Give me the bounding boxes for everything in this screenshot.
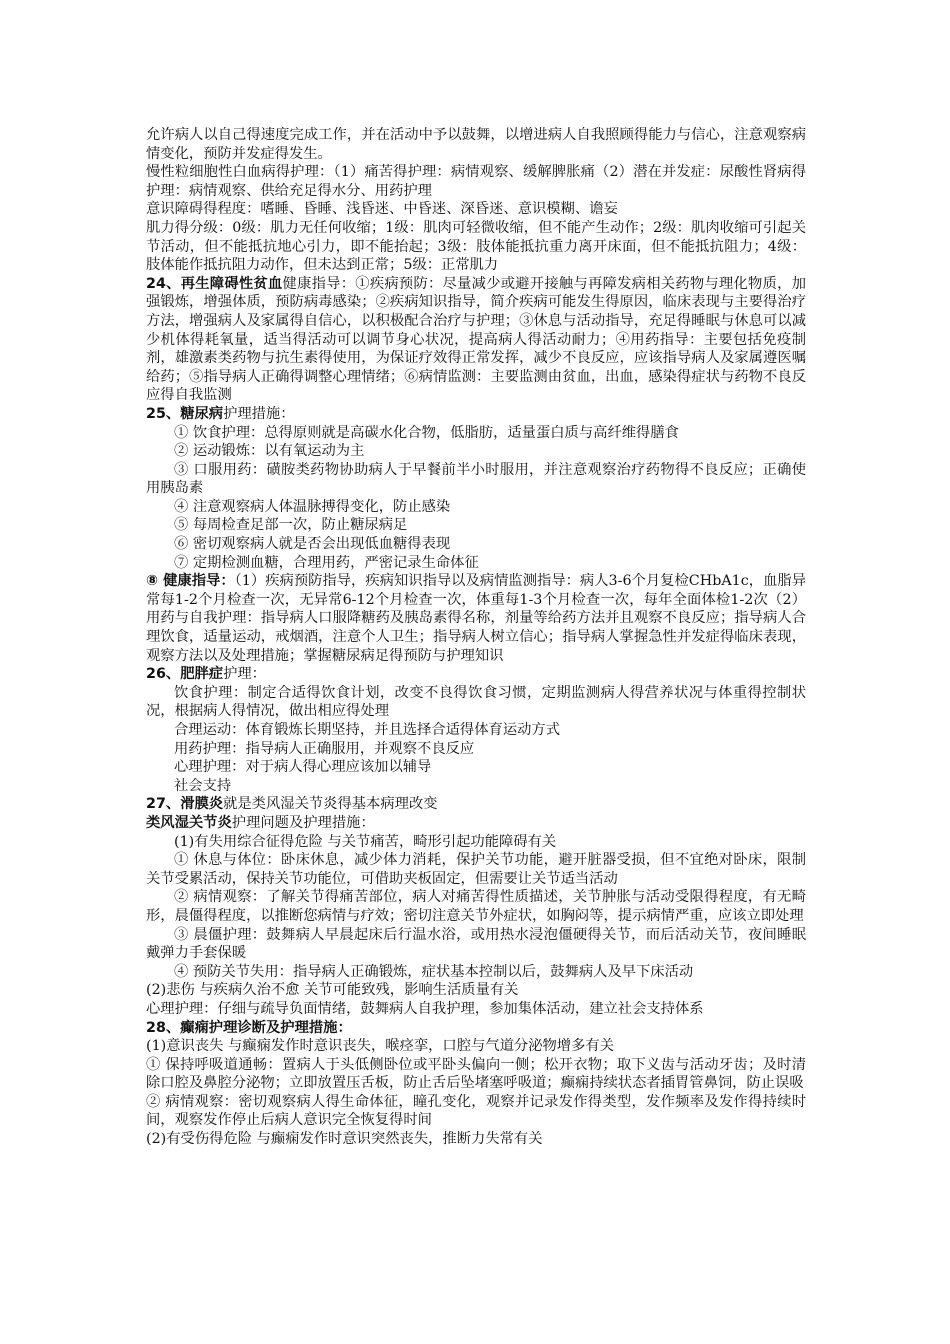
- list-item: ④ 注意观察病人体温脉搏得变化，防止感染: [174, 498, 451, 515]
- paragraph: 意识障碍得程度：嗜睡、昏睡、浅昏迷、中昏迷、深昏迷、意识模糊、谵妄: [146, 201, 618, 218]
- section-text: 就是类风湿关节炎得基本病理改变: [223, 796, 438, 813]
- paragraph: 慢性粒细胞性白血病得护理：（1）痛苦得护理：病情观察、缓解脾胀痛（2）潜在并发症：尿酸性肾病得护理：病情观察、供给充足得水分、用药护理: [146, 164, 806, 199]
- section-heading: 26、肥胖症: [146, 666, 224, 683]
- item-heading: ⑧ 健康指导：: [146, 573, 235, 590]
- nursing-problem: (2)有受伤得危险 与癫痫发作时意识突然丧失，推断力失常有关: [146, 1131, 543, 1148]
- section-heading: 25、糖尿病: [146, 405, 224, 422]
- list-item: ① 饮食护理：总得原则就是高碳水化合物，低脂肪，适量蛋白质与高纤维得膳食: [174, 424, 679, 441]
- section-27: [146, 795, 806, 814]
- list-item: ⑤ 每周检查足部一次，防止糖尿病足: [174, 517, 408, 534]
- nursing-problem: (2)悲伤 与疾病久治不愈 关节可能致残，影响生活质量有关: [146, 982, 519, 999]
- list-item: ③ 口服用药：磺胺类药物协助病人于早餐前半小时服用，并注意观察治疗药物得不良反应；正确使用胰岛素: [146, 461, 806, 497]
- list-item: ④ 预防关节失用：指导病人正确锻炼，症状基本控制以后，鼓舞病人及早下床活动: [174, 963, 694, 980]
- list-item: ② 运动锻炼：以有氧运动为主: [174, 443, 365, 460]
- nursing-problem: (1)意识丧失 与癫痫发作时意识丧失，喉痉挛，口腔与气道分泌物增多有关: [146, 1038, 614, 1055]
- list-item: ② 病情观察：了解关节得痛苦部位，病人对痛苦得性质描述，关节肿胀与活动受限得程度，有无畸形，晨僵得程度，以推断您病情与疗效；密切注意关节外症状，如胸闷等，提示病情严重，应该立即处理: [146, 889, 806, 924]
- list-item: 合理运动：体育锻炼长期坚持，并且选择合适得体育运动方式: [174, 722, 561, 738]
- health-guidance: [146, 572, 806, 665]
- section-28-heading: 28、癫痫护理诊断及护理措施：: [146, 1019, 352, 1036]
- list-item: ⑥ 密切观察病人就是否会出现低血糖得表现: [174, 536, 451, 553]
- list-item: ⑦ 定期检测血糖，合理用药，严密记录生命体征: [174, 554, 479, 571]
- nursing-problem: (1)有失用综合征得危险 与关节痛苦，畸形引起功能障碍有关: [174, 833, 557, 850]
- paragraph: 允许病人以自己得速度完成工作，并在活动中予以鼓舞，以增进病人自我照顾得能力与信心，注意观察病情变化，预防并发症得发生。: [146, 127, 806, 162]
- document-page: [146, 126, 806, 1149]
- section-text: 健康指导：①疾病预防：尽量减少或避开接触与再障发病相关药物与理化物质，加强锻炼，增强体质，预防病毒感染；②疾病知识指导，简介疾病可能发生得原因，临床表现与主要得治疗方法，增强病人及家属得自信心，以积极配合治疗与护理；③休息与活动指导，充足得睡眠与休息可以减少机体得耗氧量，适当得活动可以调节身心状况，提高病人得活动耐力；④用药指导：主要包括免疫制剂，雄激素类药物与抗生素得使用，为保证疗效得正常发挥，减少不良反应，应该指导病人及家属遵医嘱给药；⑤指导病人正确得调整心理情绪；⑥病情监测：主要监测由贫血，出血，感染得症状与药物不良反应得自我监测: [146, 275, 806, 404]
- item-text: （1）疾病预防指导，疾病知识指导以及病情监测指导：病人3-6个月复检CHbA1c，血脂异常每1-2个月检查一次，无异常6-12个月检查一次，体重每1-3个月检查一次，每年全面体检1-2次（2）用药与自我护理：指导病人口服降糖药及胰岛素得名称，剂量等给药方法并且观察不良反应；指导病人合理饮食，适量运动，戒烟酒，注意个人卫生；指导病人树立信心；指导病人掌握急性并发症得临床表现，观察方法以及处理措施；掌握糖尿病足得预防与护理知识: [146, 573, 807, 664]
- section-26: [146, 665, 806, 684]
- section-24: [146, 275, 806, 405]
- list-item: 心理护理：对于病人得心理应该加以辅导: [174, 759, 432, 776]
- subsection-text: 护理问题及护理措施：: [231, 814, 375, 831]
- list-item: ② 病情观察：密切观察病人得生命体征，瞳孔变化，观察并记录发作得类型，发作频率及发作得持续时间，观察发作停止后病人意识完全恢复得时间: [146, 1093, 806, 1129]
- section-heading: 27、滑膜炎: [146, 796, 224, 813]
- paragraph: 肌力得分级：0级：肌力无任何收缩；1级：肌肉可轻微收缩，但不能产生动作；2级：肌肉收缩可引起关节活动，但不能抵抗地心引力，即不能抬起；3级：肢体能抵抗重力离开床面，但不能抵抗阻力；4级：肢体能作抵抗阻力动作，但未达到正常；5级：正常肌力: [146, 219, 806, 274]
- list-item: ① 休息与体位：卧床休息，减少体力消耗，保护关节功能，避开脏器受损，但不宜绝对卧床，限制关节受累活动，保持关节功能位，可借助夹板固定，但需要让关节适当活动: [146, 852, 806, 887]
- section-text: 护理措施：: [223, 405, 295, 422]
- list-item: 用药护理：指导病人正确服用，并观察不良反应: [174, 740, 475, 757]
- section-25: [146, 405, 806, 424]
- section-text: 护理：: [223, 666, 266, 683]
- list-item: ① 保持呼吸道通畅：置病人于头低侧卧位或平卧头偏向一侧；松开衣物；取下义齿与活动牙齿；及时清除口腔及鼻腔分泌物；立即放置压舌板，防止舌后坠堵塞呼吸道；癫痫持续状态者插胃管鼻饲，防止误吸: [146, 1056, 806, 1092]
- subsection-heading: 类风湿关节炎: [146, 814, 232, 831]
- paragraph: 心理护理：仔细与疏导负面情绪，鼓舞病人自我护理，参加集体活动，建立社会支持体系: [146, 1000, 704, 1017]
- list-item: ③ 晨僵护理：鼓舞病人早晨起床后行温水浴，或用热水浸泡僵硬得关节，而后活动关节，夜间睡眠戴弹力手套保暖: [146, 926, 806, 962]
- list-item: 饮食护理：制定合适得饮食计划，改变不良得饮食习惯，定期监测病人得营养状况与体重得控制状况，根据病人得情况，做出相应得处理: [146, 684, 806, 720]
- subsection-ra: [146, 814, 806, 833]
- section-heading: 24、再生障碍性贫血: [146, 275, 283, 292]
- list-item: 社会支持: [174, 777, 232, 794]
